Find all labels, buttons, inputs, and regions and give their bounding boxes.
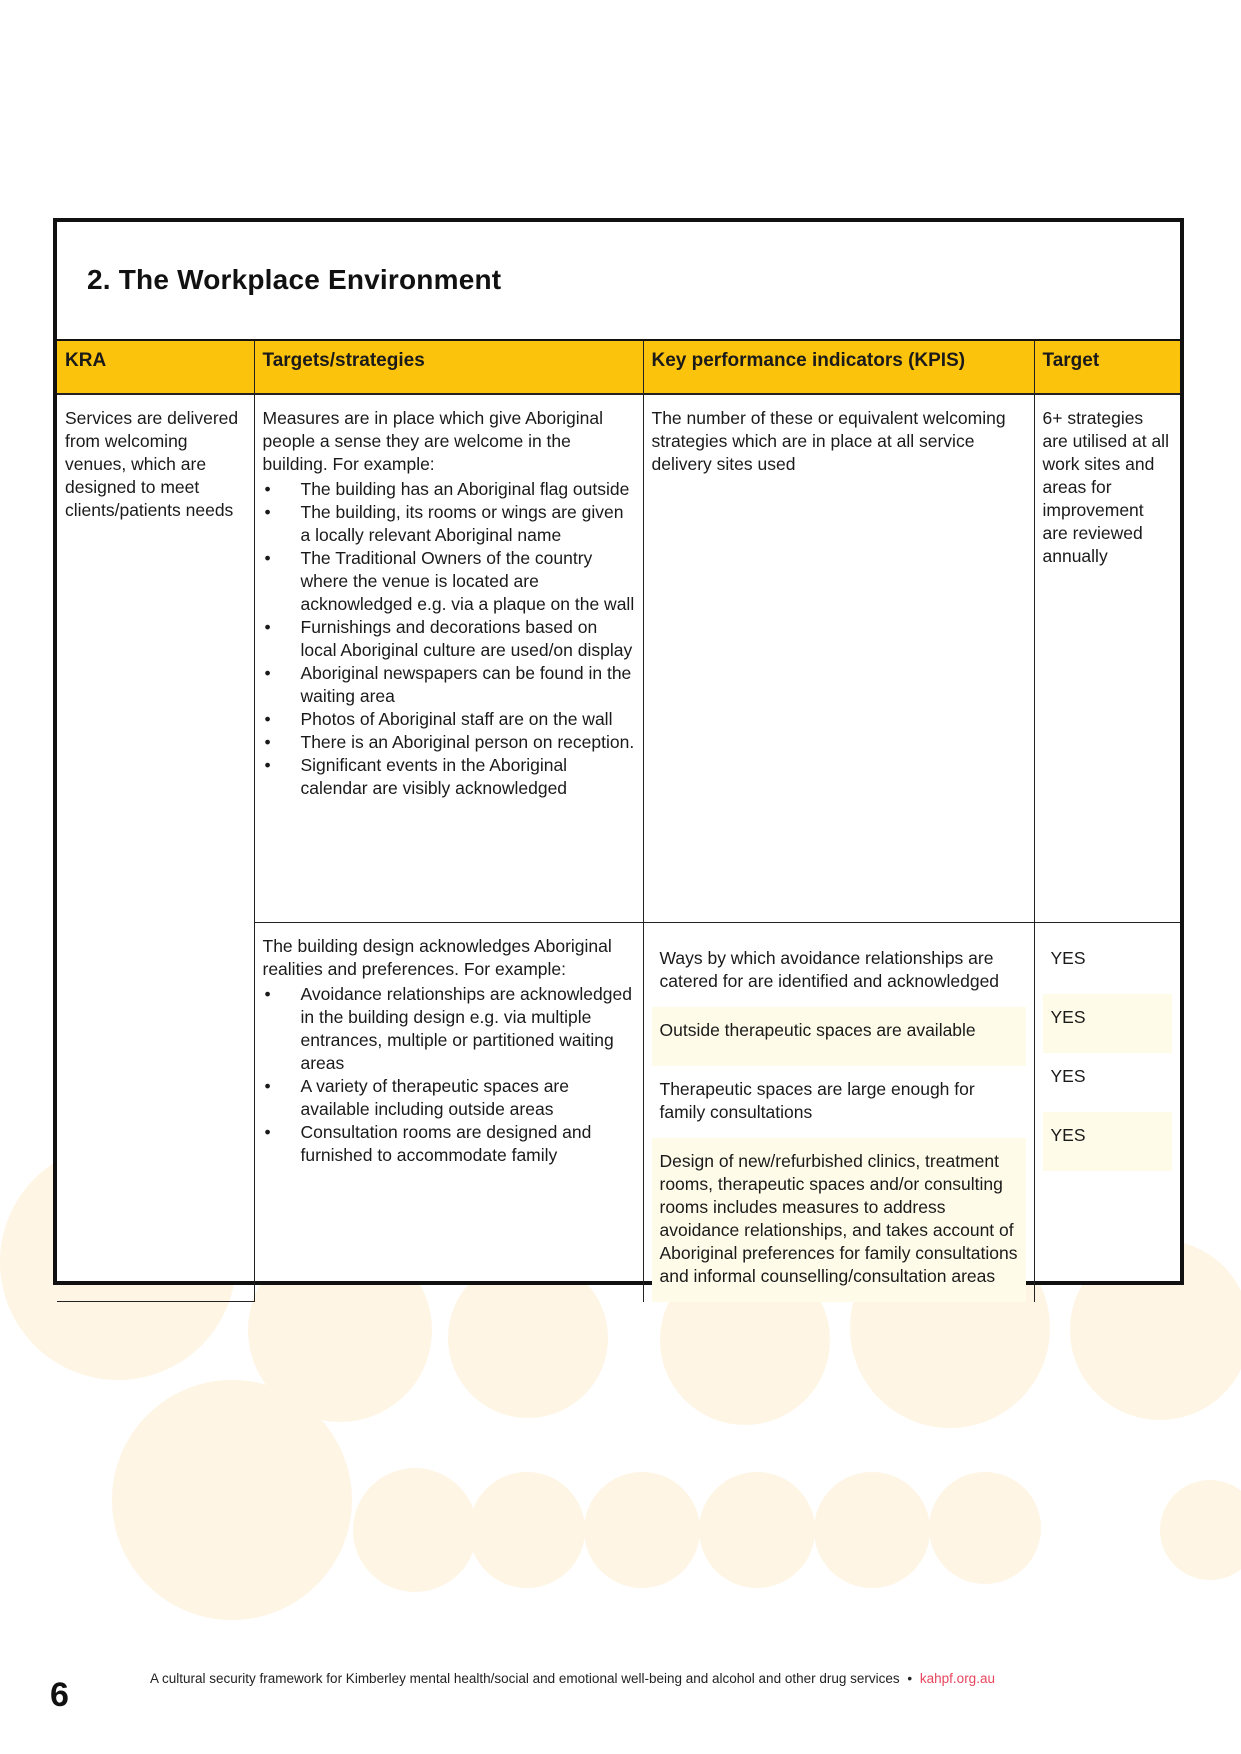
list-item: • Furnishings and decorations based on local Aboriginal culture are used/on display bbox=[263, 616, 635, 662]
list-item: • A variety of therapeutic spaces are available including outside areas bbox=[263, 1075, 635, 1121]
target-value: YES bbox=[1050, 1065, 1086, 1086]
section-title: 2. The Workplace Environment bbox=[87, 264, 502, 295]
target-value: YES bbox=[1043, 1112, 1173, 1171]
kpi-item: Outside therapeutic spaces are available bbox=[652, 1007, 1026, 1066]
strategy-bullet-list bbox=[263, 983, 635, 1167]
header-kpis: Key performance indicators (KPIS) bbox=[643, 340, 1034, 394]
list-item: • Significant events in the Aboriginal calendar are visibly acknowledged bbox=[263, 754, 635, 800]
kpi-item: Ways by which avoidance relationships are catered for are identified and acknowledged bbox=[659, 947, 1000, 991]
list-item: • The Traditional Owners of the country where the venue is located are acknowledged e.g. via a plaque on the wall bbox=[263, 547, 635, 616]
footer-text: A cultural security framework for Kimberley mental health/social and emotional well-being and alcohol and other drug services bbox=[150, 1671, 900, 1686]
header-kra: KRA bbox=[57, 340, 254, 394]
list-item: • Consultation rooms are designed and furnished to accommodate family bbox=[263, 1121, 635, 1167]
decor-circle bbox=[1160, 1480, 1241, 1580]
decor-circle bbox=[112, 1380, 352, 1620]
table-row bbox=[57, 394, 1180, 922]
kpi-text: The number of these or equivalent welcoming strategies which are in place at all service delivery sites used bbox=[651, 408, 1006, 474]
list-item: • There is an Aboriginal person on reception. bbox=[263, 731, 635, 754]
strategy-cell bbox=[254, 922, 643, 1302]
target-text: 6+ strategies are utilised at all work sites and areas for improvement are reviewed annually bbox=[1042, 408, 1169, 566]
strategy-bullet-list bbox=[263, 478, 635, 800]
target-value: YES bbox=[1043, 994, 1173, 1053]
header-targets-strategies: Targets/strategies bbox=[254, 340, 643, 394]
target-cell bbox=[1034, 922, 1180, 1302]
decor-circle bbox=[699, 1472, 815, 1588]
page-number: 6 bbox=[50, 1676, 69, 1714]
strategy-cell bbox=[254, 394, 643, 922]
footer bbox=[150, 1671, 995, 1686]
workplace-environment-table-frame bbox=[53, 218, 1184, 1285]
decor-circle bbox=[929, 1472, 1041, 1584]
decor-circle bbox=[814, 1472, 930, 1588]
decor-circle bbox=[469, 1472, 585, 1588]
kpi-item: Design of new/refurbished clinics, treatment rooms, therapeutic spaces and/or consulting rooms includes measures to address avoidance relationships, and takes account of Aboriginal preferences for family consultations and informal counselling/consultation areas bbox=[652, 1138, 1026, 1302]
decor-circle bbox=[584, 1472, 700, 1588]
footer-website-link[interactable]: kahpf.org.au bbox=[919, 1671, 995, 1686]
list-item: • Avoidance relationships are acknowledged in the building design e.g. via multiple entrances, multiple or partitioned waiting areas bbox=[263, 983, 635, 1075]
target-cell bbox=[1034, 394, 1180, 922]
table-header-row bbox=[57, 340, 1180, 394]
strategy-intro: The building design acknowledges Aboriginal realities and preferences. For example: bbox=[262, 935, 612, 979]
footer-separator: • bbox=[907, 1671, 913, 1686]
kra-table bbox=[57, 339, 1180, 1302]
kpi-cell bbox=[643, 922, 1034, 1302]
kra-cell bbox=[57, 394, 254, 1302]
list-item: • The building has an Aboriginal flag outside bbox=[263, 478, 635, 501]
kpi-cell bbox=[643, 394, 1034, 922]
list-item: • Aboriginal newspapers can be found in the waiting area bbox=[263, 662, 635, 708]
header-target: Target bbox=[1034, 340, 1180, 394]
list-item: • Photos of Aboriginal staff are on the wall bbox=[263, 708, 635, 731]
kpi-item: Therapeutic spaces are large enough for family consultations bbox=[659, 1078, 975, 1122]
target-value: YES bbox=[1050, 947, 1086, 968]
strategy-intro: Measures are in place which give Aboriginal people a sense they are welcome in the building. For example: bbox=[262, 408, 603, 474]
kra-text: Services are delivered from welcoming venues, which are designed to meet clients/patients needs bbox=[65, 408, 239, 520]
list-item: • The building, its rooms or wings are given a locally relevant Aboriginal name bbox=[263, 501, 635, 547]
decor-circle bbox=[353, 1468, 477, 1592]
